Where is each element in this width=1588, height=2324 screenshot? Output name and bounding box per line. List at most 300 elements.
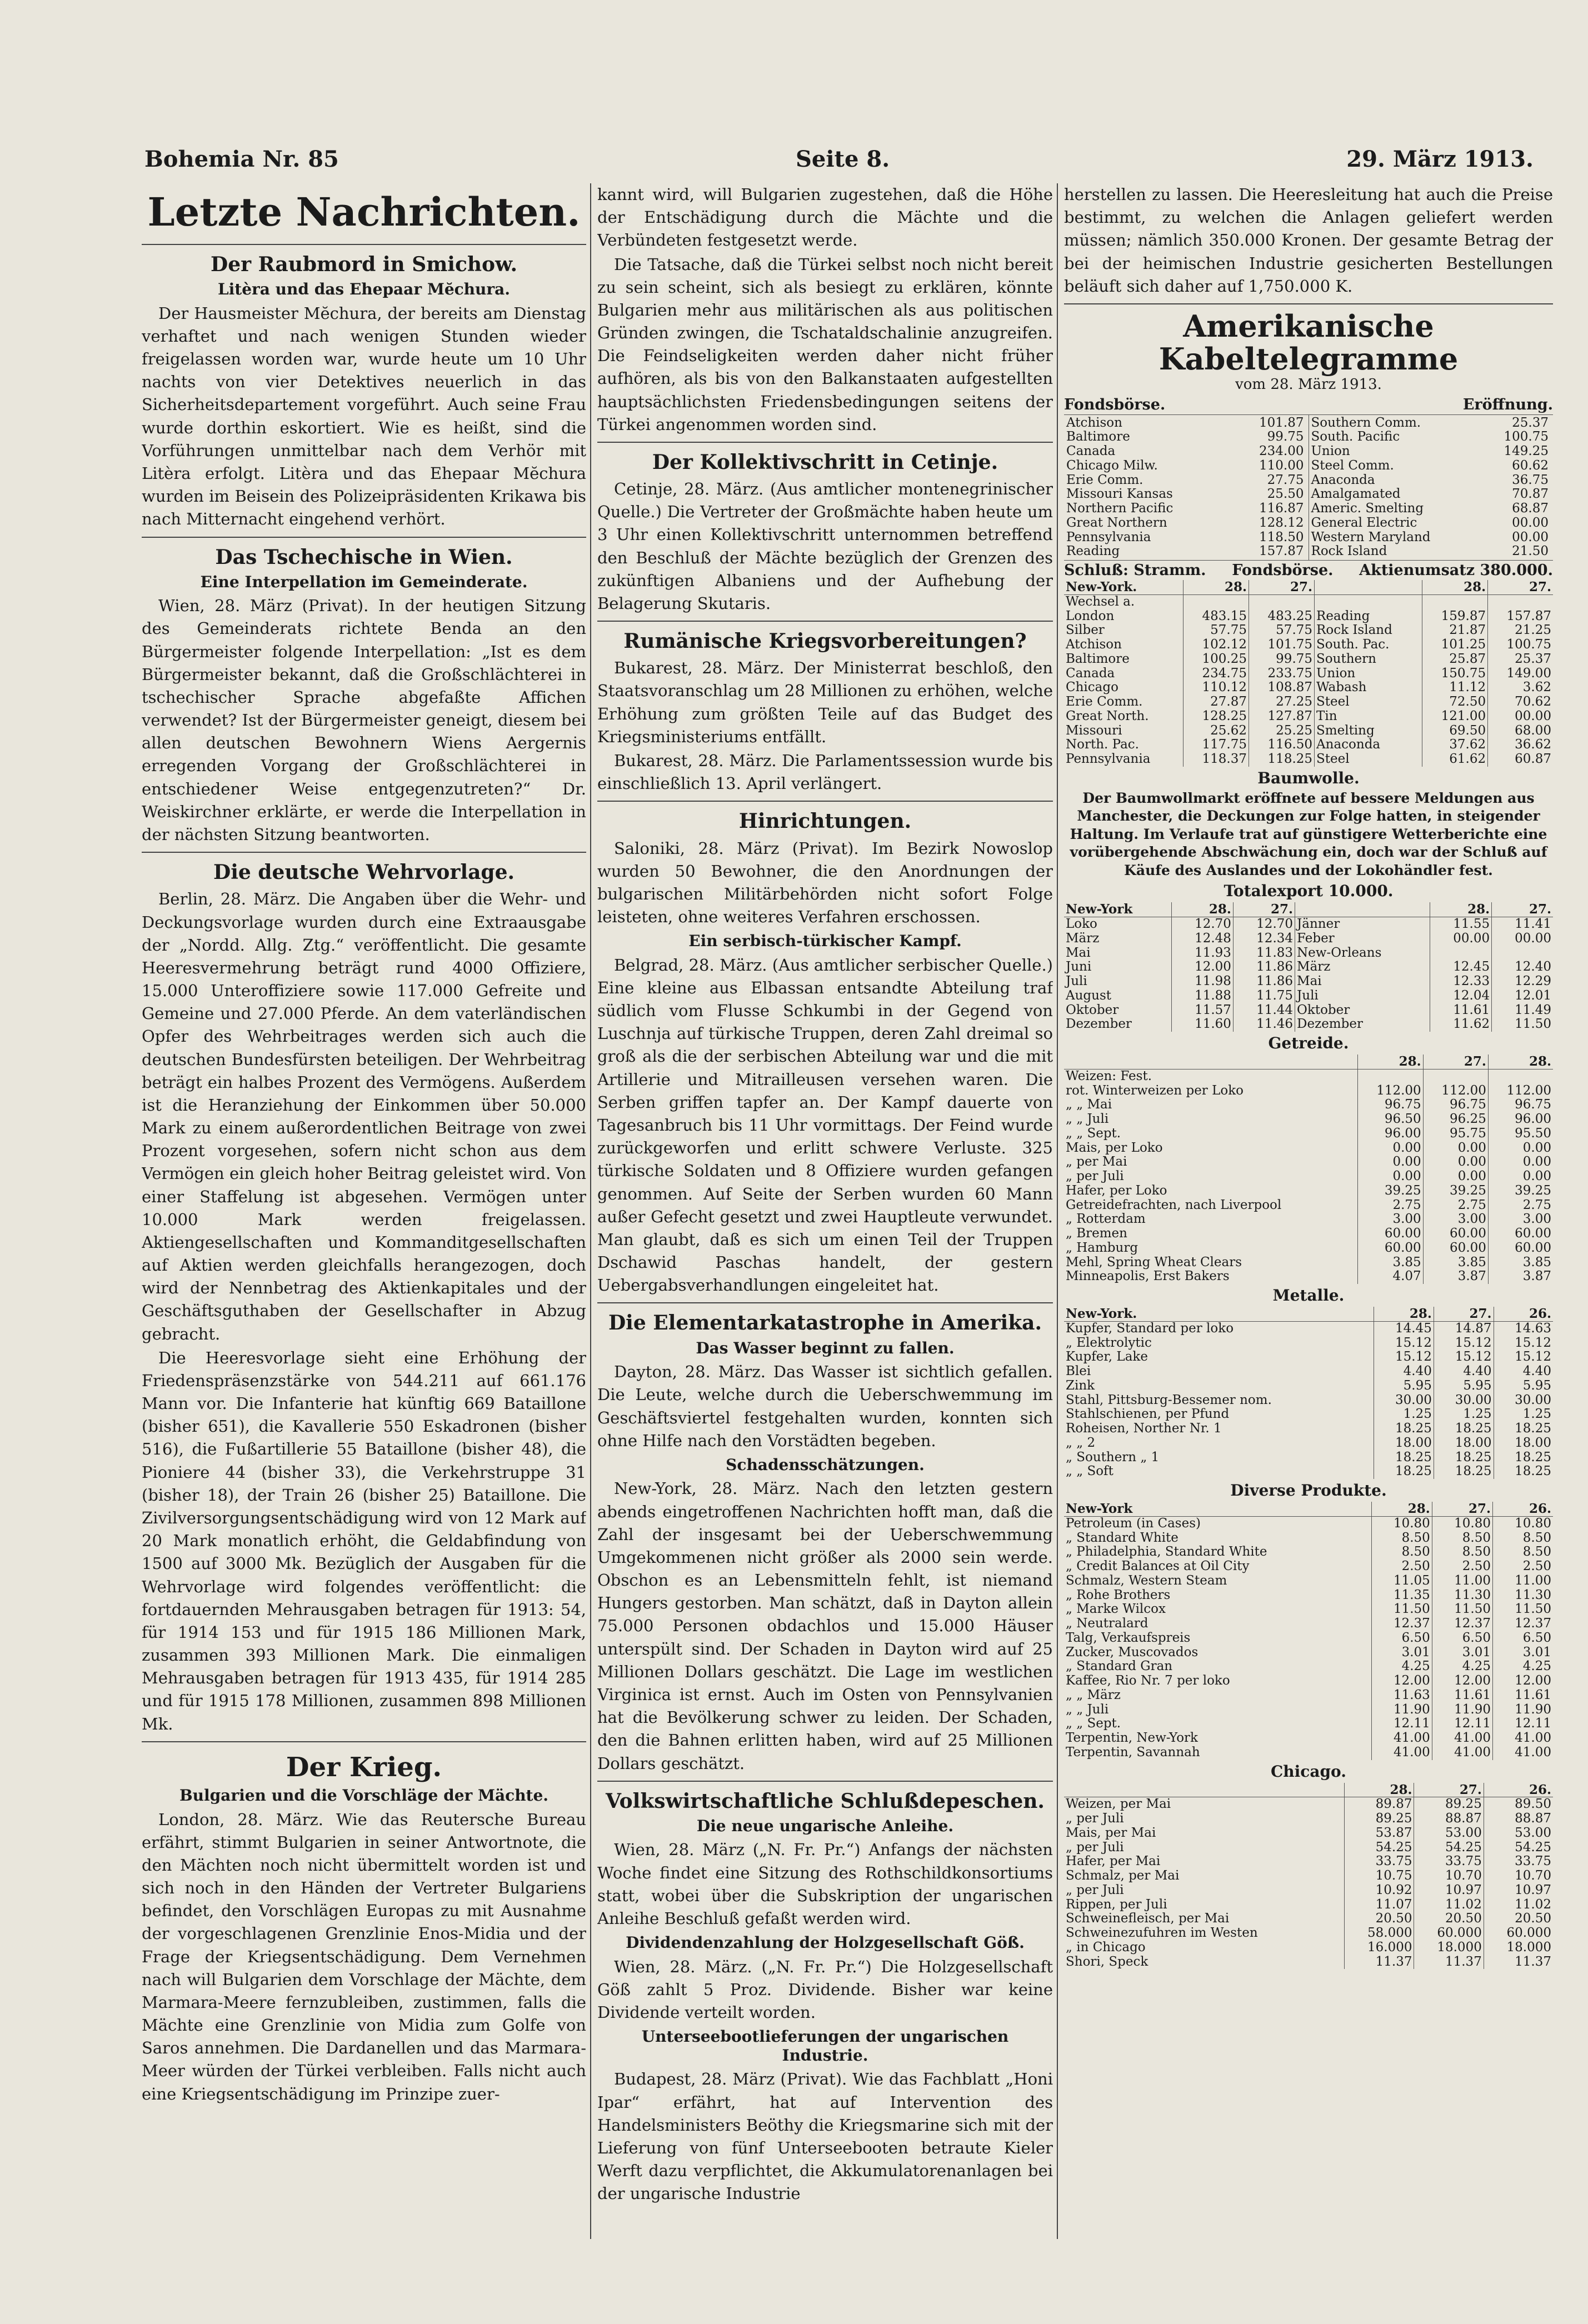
table-cell-value: 2.50 <box>1432 1560 1492 1574</box>
table-cell-label: Erie Comm. <box>1064 695 1183 709</box>
page-header <box>144 139 1534 172</box>
table-row <box>1064 1141 1553 1156</box>
table-cell-value: 00.00 <box>1515 931 1551 946</box>
table-row <box>1064 1912 1553 1926</box>
table-cell-value: 0.00 <box>1358 1170 1423 1184</box>
quote-row <box>1066 502 1306 516</box>
table-cell-value: 0.00 <box>1423 1170 1488 1184</box>
table-cell-value: 96.75 <box>1515 1097 1551 1112</box>
table-row <box>1064 1098 1553 1112</box>
table-cell-value: 11.12 <box>1422 681 1488 695</box>
security-name: Canada <box>1066 444 1116 459</box>
table-cell-value: 10.97 <box>1515 1882 1551 1897</box>
column-header: 28. <box>1374 1307 1434 1321</box>
table-cell-value: 41.00 <box>1371 1731 1432 1746</box>
column-header: 27. <box>1249 580 1314 594</box>
table-cell-value: 10.80 <box>1432 1516 1492 1531</box>
table-cell-value: 0.00 <box>1358 1155 1423 1170</box>
table-cell-label: Mehl, Spring Wheat Clears <box>1064 1256 1358 1270</box>
table-cell-value: 15.12 <box>1515 1350 1551 1365</box>
table-cell-label: „ Elektrolytic <box>1064 1336 1374 1351</box>
table-cell-label: „ per Juli <box>1064 1841 1345 1855</box>
table-cell-value: 37.62 <box>1422 738 1488 752</box>
table-cell-value: 18.25 <box>1374 1451 1434 1465</box>
table-cell-value: 4.25 <box>1522 1659 1551 1674</box>
table-cell-value: 18.25 <box>1434 1451 1494 1465</box>
column-header: 28. <box>1171 902 1233 917</box>
table-cell-value: 4.07 <box>1358 1270 1423 1284</box>
table-cell-value: 0.00 <box>1522 1140 1551 1155</box>
table-cell-label: Zucker, Muscovados <box>1064 1646 1371 1660</box>
table-cell-value: 4.40 <box>1434 1365 1494 1379</box>
table-cell-value: 157.87 <box>1506 608 1551 623</box>
table-cell-value: 117.75 <box>1183 738 1249 752</box>
table-cell-value: 95.75 <box>1423 1127 1488 1141</box>
table-cell-value: 4.25 <box>1432 1660 1492 1674</box>
table-cell-label: South. Pac. <box>1315 638 1422 652</box>
table-cell-value: 100.25 <box>1183 652 1249 667</box>
table-cell-value: 53.00 <box>1515 1825 1551 1840</box>
table-heading: Diverse Produkte. <box>1230 1481 1387 1500</box>
table-cell-value: 4.40 <box>1522 1364 1551 1379</box>
table-row <box>1064 1212 1553 1227</box>
column-header: 27. <box>1423 1054 1488 1069</box>
table-cell-label: „ per Juli <box>1064 1883 1345 1898</box>
table-cell-value: 11.37 <box>1345 1955 1414 1970</box>
table-row <box>1064 667 1553 681</box>
table-cell-value: 25.37 <box>1515 651 1551 666</box>
closing-label: Schluß: Stramm. <box>1064 562 1206 579</box>
security-name: Steel Comm. <box>1311 458 1394 473</box>
article-subheadline: Die neue ungarische Anleihe. <box>696 1816 954 1835</box>
article-paragraph: kannt wird, will Bulgarien zugestehen, daß die Höhe der Entschädigung durch die Mächte und die Verbündeten festgesetzt werde. <box>597 185 1053 250</box>
table-row <box>1064 1560 1553 1574</box>
article-paragraph: Saloniki, 28. März (Privat). Im Bezirk Nowoslop wurden 50 Bewohner, die den Anordnungen der bulgarischen Militärbehörden nicht sofort Folge leisteten, ohne weiteres Verfahren erschossen. <box>597 838 1053 927</box>
table-cell-label: „ „ Juli <box>1064 1703 1371 1717</box>
table-cell-value: 15.12 <box>1374 1350 1434 1365</box>
table-cell-value: 11.50 <box>1515 1602 1551 1617</box>
column-header: 27. <box>1488 580 1553 594</box>
table-cell-label: Stahlschienen, per Pfund <box>1064 1407 1374 1422</box>
table-cell-value: 96.75 <box>1423 1098 1488 1112</box>
table-cell-label: „ „ Sept. <box>1064 1717 1371 1731</box>
table-cell-value: 54.25 <box>1414 1841 1484 1855</box>
table-cell-value: 11.49 <box>1515 1002 1551 1017</box>
table-cell-label: „ Marke Wilcox <box>1064 1602 1371 1617</box>
security-name: Great Northern <box>1066 515 1167 530</box>
table-cell-value: 12.11 <box>1432 1717 1492 1731</box>
column-header: 28. <box>1345 1783 1414 1797</box>
table-row <box>1064 1436 1553 1451</box>
table-cell-label: Tin <box>1315 709 1422 724</box>
table-row <box>1064 623 1553 638</box>
table-cell-value: 18.00 <box>1434 1436 1494 1451</box>
table-cell-value: 18.000 <box>1506 1940 1551 1955</box>
table-cell-value: 8.50 <box>1371 1545 1432 1560</box>
quote-row <box>1311 444 1551 459</box>
divider <box>597 801 1053 802</box>
market-note: Der Baumwollmarkt eröffnete auf bessere Meldungen aus Manchester, die Deckungen zur Folge hatten, in steigender Haltung. Im Verlaufe trat auf günstigere Wetterberichte eine vorübergehende Abschwächung ein, doch war der Schluß auf Käufe des Auslandes und der Lokohändler fest. <box>1070 789 1547 878</box>
table-cell-value: 89.25 <box>1345 1812 1414 1826</box>
table-cell-label: Juli <box>1064 974 1171 989</box>
column-header: 27. <box>1434 1307 1494 1321</box>
table-cell-label: „ per Juli <box>1064 1170 1358 1184</box>
table-cell-value: 112.00 <box>1358 1084 1423 1098</box>
table-row <box>1064 695 1553 709</box>
quotes-left <box>1064 415 1309 561</box>
table-cell-value: 39.25 <box>1358 1184 1423 1198</box>
table-cell-value: 11.60 <box>1171 1017 1233 1032</box>
quote-value: 118.50 <box>1259 529 1304 544</box>
fonds-label: Fondsbörse. <box>1232 562 1334 579</box>
table-cell-label: Jänner <box>1295 917 1430 932</box>
table-cell-value: 18.25 <box>1434 1422 1494 1436</box>
opening-quotes <box>1064 414 1553 561</box>
table-cell-value: 11.07 <box>1345 1898 1414 1912</box>
table-row <box>1064 1516 1553 1531</box>
table-header-row <box>1064 1054 1553 1069</box>
table-cell-value: 8.50 <box>1522 1530 1551 1545</box>
table-row <box>1064 652 1553 667</box>
table-cell-value: 0.00 <box>1358 1141 1423 1156</box>
table-cell-value: 12.37 <box>1432 1617 1492 1631</box>
table-row <box>1064 1084 1553 1098</box>
table-cell-value: 12.29 <box>1515 974 1551 989</box>
table-cell-value: 70.62 <box>1515 694 1551 709</box>
column-rule <box>1057 183 1058 2239</box>
table-cell-value: 11.41 <box>1515 917 1551 932</box>
table-cell-value: 69.50 <box>1422 724 1488 738</box>
table-cell-value: 3.01 <box>1522 1645 1551 1660</box>
article-subheadline: Eine Interpellation im Gemeinderate. <box>200 572 528 591</box>
table-heading: Chicago. <box>1271 1762 1346 1781</box>
article-subheadline: Litèra und das Ehepaar Mĕchura. <box>217 280 511 299</box>
column-header: New-York. <box>1064 1307 1374 1321</box>
table-cell-value: 3.01 <box>1371 1646 1432 1660</box>
table-cell-label: „ Rohe Brothers <box>1064 1588 1371 1603</box>
table-cell-value: 11.44 <box>1233 1003 1295 1018</box>
table-cell-value: 11.57 <box>1171 1003 1233 1018</box>
column-header: New-York <box>1064 1502 1371 1516</box>
table-row <box>1064 1717 1553 1731</box>
table-cell-value: 18.00 <box>1515 1435 1551 1450</box>
table-cell-label: rot. Winterweizen per Loko <box>1064 1084 1358 1098</box>
table-cell-value: 11.50 <box>1371 1602 1432 1617</box>
article-headline: Die Elementarkatastrophe in Amerika. <box>608 1311 1042 1335</box>
table-cell-value: 25.25 <box>1249 724 1314 738</box>
article-subheadline: Unterseebootlieferungen der ungarischen Industrie. <box>641 2027 1009 2065</box>
table-cell-value: 72.50 <box>1422 695 1488 709</box>
header-publication: Bohemia Nr. 85 <box>144 146 339 172</box>
cotton-table <box>1064 902 1553 1032</box>
quote-value: 00.00 <box>1512 515 1549 530</box>
table-cell-value: 16.000 <box>1345 1941 1414 1955</box>
table-cell-label: Rippen, per Juli <box>1064 1898 1345 1912</box>
section-title: Letzte Nachrichten. <box>147 189 581 235</box>
table-cell-value: 483.15 <box>1183 609 1249 624</box>
quote-value: 110.00 <box>1259 458 1304 473</box>
table-heading: Metalle. <box>1272 1286 1345 1305</box>
table-row <box>1064 681 1553 695</box>
table-cell-label: „ „ März <box>1064 1688 1371 1703</box>
table-cell-value: 60.00 <box>1358 1227 1423 1241</box>
opening-label: Eröffnung. <box>1462 396 1553 413</box>
table-row <box>1064 1198 1553 1213</box>
table-cell-value: 25.62 <box>1183 724 1249 738</box>
table-cell-label: Hafer, per Mai <box>1064 1855 1345 1869</box>
table-header-row <box>1064 1502 1553 1516</box>
table-cell-label: Missouri <box>1064 724 1183 738</box>
table-cell-value: 2.75 <box>1358 1198 1423 1213</box>
table-cell-value: 36.62 <box>1515 737 1551 752</box>
table-cell-value: 20.50 <box>1515 1911 1551 1926</box>
table-cell-value: 11.30 <box>1515 1587 1551 1602</box>
security-name: Anaconda <box>1311 472 1375 487</box>
table-row <box>1064 1646 1553 1660</box>
table-row <box>1064 1017 1553 1032</box>
table-cell-value: 60.00 <box>1423 1227 1488 1241</box>
table-row <box>1064 709 1553 724</box>
quote-row <box>1066 430 1306 444</box>
telegram-date: vom 28. März 1913. <box>1235 376 1382 393</box>
table-cell-label: „ „ Sept. <box>1064 1127 1358 1141</box>
table-cell-label: „ „ Soft <box>1064 1465 1374 1479</box>
table-cell-label: „ Standard White <box>1064 1531 1371 1546</box>
table-cell-value: 1.25 <box>1522 1407 1551 1422</box>
table-cell-label: Zink <box>1064 1379 1374 1393</box>
table-row <box>1064 1898 1553 1912</box>
table-cell-label: Reading <box>1315 609 1422 624</box>
table-cell-value: 11.30 <box>1432 1588 1492 1603</box>
table-row <box>1064 1797 1553 1812</box>
table-cell-value: 18.25 <box>1374 1422 1434 1436</box>
table-row <box>1064 1688 1553 1703</box>
table-cell-value: 18.25 <box>1515 1464 1551 1479</box>
table-cell-value: 14.87 <box>1434 1321 1494 1336</box>
table-cell-value: 0.00 <box>1522 1154 1551 1170</box>
table-cell-value: 108.87 <box>1249 681 1314 695</box>
table-cell-value: 11.61 <box>1430 1003 1492 1018</box>
table-cell-value: 20.50 <box>1414 1912 1484 1926</box>
table-cell-label: „ Neutralard <box>1064 1617 1371 1631</box>
table-cell-value: 11.37 <box>1414 1955 1484 1970</box>
table-row <box>1064 1869 1553 1883</box>
table-cell-value: 10.97 <box>1414 1883 1484 1898</box>
divider <box>597 442 1053 443</box>
table-cell-value: 12.00 <box>1171 960 1233 974</box>
column-3 <box>1064 183 1553 2239</box>
table-cell-value: 110.12 <box>1183 681 1249 695</box>
table-cell-value: 0.00 <box>1423 1155 1488 1170</box>
table-cell-value: 102.12 <box>1183 638 1249 652</box>
quote-value: 00.00 <box>1512 529 1549 544</box>
table-cell-value: 8.50 <box>1371 1531 1432 1546</box>
table-cell-value: 41.00 <box>1432 1746 1492 1760</box>
table-cell-value: 11.90 <box>1515 1702 1551 1717</box>
newyork-table <box>1064 580 1553 767</box>
table-cell-value: 2.75 <box>1423 1198 1488 1213</box>
table-cell-value: 4.40 <box>1374 1365 1434 1379</box>
article-paragraph: Wien, 28. März. („N. Fr. Pr.“) Die Holzgesellschaft Göß zahlt 5 Proz. Dividende. Bisher war keine Dividende verteilt worden. <box>597 1957 1053 2022</box>
table-row <box>1064 1184 1553 1198</box>
security-name: Americ. Smelting <box>1311 501 1424 516</box>
table-row <box>1064 1422 1553 1436</box>
table-cell-label: Terpentin, Savannah <box>1064 1746 1371 1760</box>
column-header <box>1064 1054 1358 1069</box>
table-cell-value: 25.87 <box>1422 652 1488 667</box>
table-row <box>1064 1574 1553 1588</box>
quote-row <box>1311 516 1551 531</box>
table-cell-value: 11.61 <box>1432 1688 1492 1703</box>
table-cell-value: 11.00 <box>1432 1574 1492 1588</box>
table-cell-value: 10.75 <box>1345 1869 1414 1883</box>
table-cell-value: 118.37 <box>1183 752 1249 767</box>
quote-value: 128.12 <box>1259 515 1304 530</box>
table-cell-value: 3.62 <box>1522 680 1551 695</box>
table-cell-label: „ Credit Balances at Oil City <box>1064 1560 1371 1574</box>
quote-value: 25.37 <box>1512 415 1549 430</box>
quote-row <box>1066 473 1306 488</box>
article-headline: Das Tschechische in Wien. <box>215 545 513 569</box>
closing-header <box>1064 562 1553 579</box>
table-cell-value: 11.75 <box>1233 989 1295 1003</box>
table-cell-value: 96.75 <box>1358 1098 1423 1112</box>
table-cell-label: Baltimore <box>1064 652 1183 667</box>
column-header <box>1315 580 1422 594</box>
divider <box>597 1302 1053 1303</box>
table-row <box>1064 1270 1553 1284</box>
security-name: Baltimore <box>1066 429 1130 444</box>
table-cell-value: 60.00 <box>1358 1241 1423 1256</box>
column-header: 28. <box>1488 1054 1553 1069</box>
article-subheadline: Dividendenzahlung der Holzgesellschaft Göß. <box>626 1933 1025 1952</box>
table-cell-value: 57.75 <box>1183 623 1249 638</box>
table-cell-label: North. Pac. <box>1064 738 1183 752</box>
column-header: 27. <box>1233 902 1295 917</box>
table-cell-value: 41.00 <box>1432 1731 1492 1746</box>
table-cell-label: Feber <box>1295 932 1430 946</box>
table-cell-value: 12.33 <box>1430 974 1492 989</box>
table-cell-value: 233.75 <box>1249 667 1314 681</box>
article-headline: Die deutsche Wehrvorlage. <box>213 861 515 884</box>
table-cell-value: 30.00 <box>1434 1393 1494 1408</box>
quote-value: 60.62 <box>1512 458 1549 473</box>
divider <box>597 621 1053 622</box>
table-cell-label <box>1492 946 1553 961</box>
table-cell-value: 18.000 <box>1414 1941 1484 1955</box>
article-headline: Rumänische Kriegsvorbereitungen? <box>623 629 1027 653</box>
table-row <box>1064 1241 1553 1256</box>
table-cell-value: 2.75 <box>1522 1197 1551 1212</box>
table-row <box>1064 1941 1553 1955</box>
table-cell-label <box>1358 1069 1423 1083</box>
column-header <box>1295 902 1430 917</box>
table-cell-value: 12.70 <box>1171 917 1233 932</box>
table-row <box>1064 1365 1553 1379</box>
table-cell-value: 60.87 <box>1515 752 1551 767</box>
table-row <box>1064 1926 1553 1941</box>
chicago-table <box>1064 1783 1553 1970</box>
table-cell-value: 159.87 <box>1422 609 1488 624</box>
table-cell-value: 14.63 <box>1515 1321 1551 1336</box>
table-cell-label: „ Philadelphia, Standard White <box>1064 1545 1371 1560</box>
table-cell-label: Smelting <box>1315 724 1422 738</box>
table-row <box>1064 1812 1553 1826</box>
table-cell-value: 483.25 <box>1249 609 1314 624</box>
divider <box>597 1781 1053 1782</box>
table-cell-value: 21.87 <box>1422 623 1488 638</box>
table-cell-value: 6.50 <box>1432 1631 1492 1646</box>
table-cell-value: 12.70 <box>1233 917 1295 932</box>
table-cell-label: Juli <box>1295 989 1430 1003</box>
table-cell-label: Schweinefleisch, per Mai <box>1064 1912 1345 1926</box>
table-cell-value: 88.87 <box>1414 1812 1484 1826</box>
table-cell-value: 41.00 <box>1371 1746 1432 1760</box>
table-cell-value: 0.00 <box>1522 1169 1551 1184</box>
table-row <box>1064 1350 1553 1365</box>
table-cell-value: 21.25 <box>1515 623 1551 638</box>
table-cell-label: Atchison <box>1064 638 1183 652</box>
article-paragraph: Wien, 28. März („N. Fr. Pr.“) Anfangs der nächsten Woche findet eine Sitzung des Rothschildkonsortiums statt, wobei über die Subskription der ungarischen Anleihe Beschluß gefaßt werden wird. <box>597 1840 1053 1928</box>
table-cell-value: 15.12 <box>1374 1336 1434 1351</box>
table-row <box>1064 752 1553 767</box>
article-paragraph: Belgrad, 28. März. (Aus amtlicher serbischer Quelle.) Eine kleine aus Elbassan entsandte Abteilung traf südlich vom Flusse Schkumbi in der Gegend von Luschnja auf türkische Truppen, deren Zahl dreimal so groß als die der serbischen Abteilung war und die mit Artillerie und Mitrailleusen versehen waren. Die Serben griffen tapfer an. Der Kampf dauerte von Tagesanbruch bis 11 Uhr vormittags. Der Feind wurde zurückgeworfen und erlitt schwere Verluste. 325 türkische Soldaten und 8 Offiziere wurden gefangen genommen. Auf Seite der Serben wurden 60 Mann außer Gefecht gesetzt und zwei Hauptleute verwundet. Man glaubt, daß es sich um einen Teil der Truppen Dschawid Paschas handelt, der gestern Uebergabsverhandlungen eingeleitet hat. <box>597 955 1053 1295</box>
table-cell-value: 11.86 <box>1233 974 1295 989</box>
table-row <box>1064 1465 1553 1479</box>
article-paragraph: Bukarest, 28. März. Der Ministerrat beschloß, den Staatsvoranschlag um 28 Millionen zu erhöhen, welche Erhöhung zum größten Teile auf das Budget des Kriegsministeriums entfällt. <box>597 658 1053 746</box>
security-name: Missouri Kansas <box>1066 487 1173 502</box>
table-cell-value: 1.25 <box>1374 1407 1434 1422</box>
table-cell-value: 11.93 <box>1171 946 1233 961</box>
table-cell-value: 11.35 <box>1371 1588 1432 1603</box>
table-cell-value: 12.00 <box>1371 1674 1432 1688</box>
article-paragraph: Der Hausmeister Mĕchura, der bereits am Dienstag verhaftet und nach wenigen Stunden wieder freigelassen worden war, wurde heute um 10 Uhr nachts von vier Detektives neuerlich in das Sicherheitsdepartement vorgeführt. Auch seine Frau wurde dorthin eskortiert. Wie es heißt, sind die Vorführungen unmittelbar nach dem Verhör mit Litèra erfolgt. Litèra und das Ehepaar Mĕchura wurden im Beisein des Polizeipräsidenten Krikawa bis nach Mitternacht eingehend verhört. <box>142 303 586 529</box>
table-cell-value: 112.00 <box>1506 1083 1551 1098</box>
table-cell-value: 10.92 <box>1345 1883 1414 1898</box>
column-header: 28. <box>1371 1502 1432 1516</box>
article-headline: Hinrichtungen. <box>738 809 912 833</box>
article-subheadline: Das Wasser beginnt zu fallen. <box>696 1338 955 1357</box>
quote-row <box>1311 473 1551 488</box>
table-row <box>1064 1451 1553 1465</box>
table-cell-label: Hafer, per Loko <box>1064 1184 1358 1198</box>
table-cell-value: 11.61 <box>1515 1687 1551 1702</box>
table-row <box>1064 1955 1553 1970</box>
table-cell-value: 116.50 <box>1249 738 1314 752</box>
table-cell-label: Kupfer, Standard per loko <box>1064 1321 1374 1336</box>
table-cell-value: 6.50 <box>1371 1631 1432 1646</box>
quote-value: 36.75 <box>1512 472 1549 487</box>
table-cell-value: 11.83 <box>1233 946 1295 961</box>
table-cell-label: Weizen: Fest. <box>1064 1069 1358 1083</box>
table-cell-value: 18.25 <box>1374 1465 1434 1479</box>
column-header: 27. <box>1432 1502 1492 1516</box>
table-row <box>1064 1127 1553 1141</box>
table-cell-value: 6.50 <box>1522 1630 1551 1645</box>
article-paragraph: Bukarest, 28. März. Die Parlamentssession wurde bis einschließlich 13. April verlängert. <box>597 751 1053 793</box>
table-cell-value: 121.00 <box>1422 709 1488 724</box>
table-cell-value: 18.25 <box>1434 1465 1494 1479</box>
table-cell-value: 12.00 <box>1515 1673 1551 1688</box>
table-cell-value: 14.45 <box>1374 1321 1434 1336</box>
quote-row <box>1066 487 1306 502</box>
table-row <box>1064 1674 1553 1688</box>
table-cell-label: Mais, per Mai <box>1064 1826 1345 1841</box>
article-paragraph: London, 28. März. Wie das Reutersche Bureau erfährt, stimmt Bulgarien in seiner Antwortnote, die den Mächten noch nicht übermittelt worden ist und sich noch in den Händen der Vertreter Bulgariens befindet, den Vorschlägen Europas zu mit Ausnahme der vorgeschlagenen Grenzlinie Enos-Midia und der Frage der Kriegsentschädigung. Dem Vernehmen nach will Bulgarien dem Vorschlage der Mächte, dem Marmara-Meere fernzubleiben, zustimmen, falls die Mächte eine Grenzlinie von Midia zum Golfe von Saros annehmen. Die Dardanellen und das Marmara-Meer würden der Türkei verbleiben. Falls nicht auch eine Kriegsentschädigung im Prinzipe zuer- <box>142 1810 586 2103</box>
article-paragraph: Die Heeresvorlage sieht eine Erhöhung der Friedenspräsenzstärke von 544.211 auf 661.176 Mann vor. Die Infanterie hat künftig 669 Bataillone (bisher 651), die Kavallerie 550 Eskadronen (bisher 516), die Fußartillerie 55 Bataillone (bisher 48), die Pioniere 44 (bisher 33), die Verkehrstruppe 31 (bisher 18), der Train 26 (bisher 25) Bataillone. Die Zivilversorgungsentschädigung wird von 12 Mark auf 20 Mark monatlich erhöht, die Geldabfindung von 1500 auf 3000 Mk. Bezüglich der Ausgaben für die Wehrvorlage wird folgendes veröffentlicht: die fortdauernden Mehrausgaben betragen für 1913: 54, für 1914 153 und für 1915 186 Millionen Mark, zusammen 393 Millionen Mark. Die einmaligen Mehrausgaben betragen für 1913 435, für 1914 285 und für 1915 178 Millionen, zusammen 898 Millionen Mk. <box>142 1348 586 1733</box>
table-cell-value: 33.75 <box>1515 1854 1551 1869</box>
table-row <box>1064 1841 1553 1855</box>
